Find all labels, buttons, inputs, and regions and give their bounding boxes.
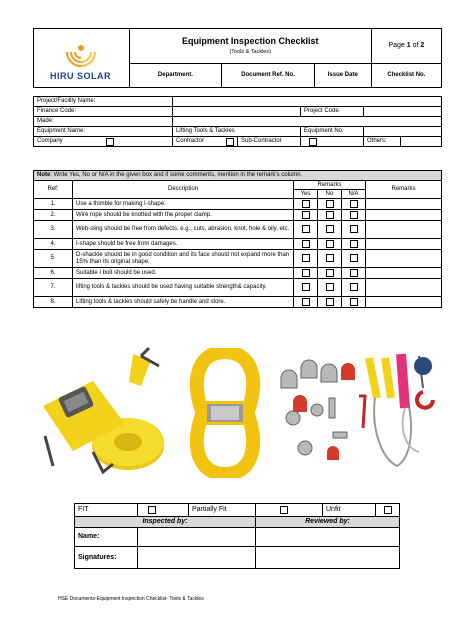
header-table	[33, 28, 442, 88]
item-na-checkbox[interactable]	[350, 269, 358, 277]
item-na-checkbox[interactable]	[350, 225, 358, 233]
item-no-checkbox[interactable]	[326, 200, 334, 208]
equipment-no-value[interactable]	[364, 127, 442, 137]
checklist-row	[34, 279, 442, 297]
subcontractor-checkbox[interactable]	[309, 138, 317, 146]
fit-checkbox[interactable]	[148, 506, 156, 514]
finance-code-value[interactable]	[173, 107, 301, 117]
partially-fit-label: Partially Fit	[189, 504, 256, 517]
subcontractor-option	[238, 137, 301, 147]
item-ref: 7.	[34, 279, 73, 297]
checklist-row	[34, 250, 442, 268]
contractor-option	[173, 137, 238, 147]
item-na-checkbox[interactable]	[350, 283, 358, 291]
item-description: Suitable I bolt should be used.	[73, 268, 294, 279]
note-row	[34, 171, 442, 181]
item-ref: 1.	[34, 199, 73, 210]
checklist-row	[34, 239, 442, 250]
reviewer-name-field[interactable]	[256, 528, 400, 547]
remarks-group-header: Remarks	[294, 181, 366, 190]
item-yes-cell	[294, 221, 318, 239]
item-description: I-shape should be free from damages.	[73, 239, 294, 250]
item-ref: 2.	[34, 210, 73, 221]
item-no-cell	[318, 239, 342, 250]
item-na-checkbox[interactable]	[350, 211, 358, 219]
company-checkbox[interactable]	[106, 138, 114, 146]
unfit-label: Unfit	[323, 504, 376, 517]
ref-header: Ref:	[34, 181, 73, 199]
item-no-cell	[318, 221, 342, 239]
checklist-no-header: Checklist No.	[371, 64, 441, 88]
item-description: Wire rope should be knotted with the proper clamp.	[73, 210, 294, 221]
item-na-checkbox[interactable]	[350, 240, 358, 248]
unfit-check-cell	[376, 504, 400, 517]
yes-header: Yes	[294, 190, 318, 199]
project-code-label: Project Code:	[301, 107, 364, 117]
item-remarks-field[interactable]	[366, 297, 442, 308]
item-remarks-field[interactable]	[366, 250, 442, 268]
unfit-checkbox[interactable]	[384, 506, 392, 514]
item-ref: 4.	[34, 239, 73, 250]
item-yes-checkbox[interactable]	[302, 211, 310, 219]
department-header: Department.	[129, 64, 222, 88]
item-na-cell	[342, 268, 366, 279]
item-na-cell	[342, 297, 366, 308]
item-yes-checkbox[interactable]	[302, 200, 310, 208]
item-remarks-field[interactable]	[366, 221, 442, 239]
made-label: Made:	[34, 117, 173, 127]
item-no-checkbox[interactable]	[326, 298, 334, 306]
item-yes-cell	[294, 279, 318, 297]
subcontractor-check-cell	[301, 137, 364, 147]
item-na-checkbox[interactable]	[350, 200, 358, 208]
signatures-label: Signatures:	[75, 547, 138, 569]
item-no-cell	[318, 279, 342, 297]
item-ref: 3.	[34, 221, 73, 239]
others-label: Others:	[364, 137, 401, 147]
partially-fit-checkbox[interactable]	[280, 506, 288, 514]
info-table	[33, 96, 442, 147]
item-no-checkbox[interactable]	[326, 240, 334, 248]
equipment-no-label: Equipment No.	[301, 127, 364, 137]
inspected-by-header: Inspected by:	[75, 517, 256, 528]
page-of: of	[410, 42, 421, 50]
checklist-row	[34, 199, 442, 210]
partially-fit-check-cell	[256, 504, 323, 517]
page-number-cell	[371, 29, 441, 64]
name-label: Name:	[75, 528, 138, 547]
item-remarks-field[interactable]	[366, 239, 442, 250]
page-number: 1	[406, 42, 411, 50]
made-value[interactable]	[173, 117, 442, 127]
project-facility-value[interactable]	[173, 97, 442, 107]
item-yes-cell	[294, 250, 318, 268]
na-header: N/A	[342, 190, 366, 199]
item-no-cell	[318, 210, 342, 221]
checklist-row	[34, 297, 442, 308]
company-logo	[34, 30, 127, 87]
logo-text: HIRU SOLAR	[50, 70, 111, 81]
item-yes-checkbox[interactable]	[302, 298, 310, 306]
inspector-name-field[interactable]	[138, 528, 256, 547]
others-value[interactable]	[401, 137, 442, 147]
checklist-row	[34, 210, 442, 221]
fit-check-cell	[138, 504, 189, 517]
remarks-header: Remarks	[366, 181, 442, 199]
item-na-cell	[342, 210, 366, 221]
item-yes-cell	[294, 268, 318, 279]
item-no-cell	[318, 297, 342, 308]
item-no-cell	[318, 268, 342, 279]
item-na-cell	[342, 199, 366, 210]
item-no-checkbox[interactable]	[326, 211, 334, 219]
item-description: lifting tools & tackles should be used having suitable strength& capacity.	[73, 279, 294, 297]
checklist-row	[34, 268, 442, 279]
reviewed-by-header: Reviewed by:	[256, 517, 400, 528]
item-no-checkbox[interactable]	[326, 254, 334, 262]
item-yes-checkbox[interactable]	[302, 254, 310, 262]
item-yes-cell	[294, 239, 318, 250]
checklist-body	[34, 199, 442, 308]
item-remarks-field[interactable]	[366, 279, 442, 297]
contractor-label: Contractor	[176, 138, 205, 145]
no-header: No	[318, 190, 342, 199]
footer-text: HSE Documents-Equipment Inspection Checklist- Tools & Tackles	[58, 596, 204, 602]
item-description: D-shackle should be in good condition and its face should not expand more than 15% than its original shape.	[73, 250, 294, 268]
issue-date-header: Issue Date	[314, 64, 371, 88]
signoff-table	[74, 503, 400, 569]
item-na-cell	[342, 239, 366, 250]
note-label: Note	[37, 172, 51, 179]
equipment-name-label: Equipment Name:	[34, 127, 173, 137]
item-description: Lifting tools & tackles should safely be handle and store.	[73, 297, 294, 308]
project-facility-label: Project/Facility Name:	[34, 97, 173, 107]
item-na-checkbox[interactable]	[350, 254, 358, 262]
item-na-cell	[342, 221, 366, 239]
item-na-cell	[342, 250, 366, 268]
item-na-checkbox[interactable]	[350, 298, 358, 306]
item-yes-checkbox[interactable]	[302, 283, 310, 291]
item-remarks-field[interactable]	[366, 199, 442, 210]
equipment-photos	[33, 342, 442, 482]
sun-logo-icon	[61, 36, 101, 70]
item-yes-checkbox[interactable]	[302, 269, 310, 277]
item-description: Web-sling should be free from defects, e.g., cuts, abrasion, knot, hole & oily, etc.	[73, 221, 294, 239]
item-remarks-field[interactable]	[366, 210, 442, 221]
inspector-signature-field[interactable]	[138, 547, 256, 569]
company-label: Company	[37, 138, 63, 145]
equipment-name-value: Lifting Tools & Tackles	[173, 127, 301, 137]
item-yes-checkbox[interactable]	[302, 225, 310, 233]
checklist-row	[34, 221, 442, 239]
fit-label: FIT	[75, 504, 138, 517]
company-option	[34, 137, 173, 147]
item-no-checkbox[interactable]	[326, 283, 334, 291]
page-total: 2	[420, 42, 425, 50]
ratchet-strap-image	[33, 346, 173, 482]
item-no-cell	[318, 199, 342, 210]
logo-cell	[34, 29, 130, 88]
item-yes-cell	[294, 199, 318, 210]
checklist-table	[33, 170, 442, 308]
note-text: : Write Yes, No or N/A in the given box and if some comments, mention in the remark’s column.	[50, 172, 303, 179]
item-no-cell	[318, 250, 342, 268]
item-ref: 5.	[34, 250, 73, 268]
item-description: Use a thimble for making I-shape.	[73, 199, 294, 210]
doc-ref-header: Document Ref. No.	[222, 64, 315, 88]
document-title: Equipment Inspection Checklist	[181, 35, 319, 46]
reviewer-signature-field[interactable]	[256, 547, 400, 569]
document-subtitle: (Tools & Tackles)	[229, 49, 271, 56]
description-header: Description	[73, 181, 294, 199]
project-code-value[interactable]	[364, 107, 442, 117]
item-ref: 6.	[34, 268, 73, 279]
finance-code-label: Finance Code:	[34, 107, 173, 117]
item-na-cell	[342, 279, 366, 297]
item-yes-cell	[294, 297, 318, 308]
coupling-link-image	[185, 348, 265, 478]
contractor-checkbox[interactable]	[226, 138, 234, 146]
shackles-slings-image	[273, 348, 441, 478]
item-yes-checkbox[interactable]	[302, 240, 310, 248]
subcontractor-label: Sub-Contractor	[241, 138, 282, 145]
page-label: Page	[388, 42, 407, 50]
item-no-checkbox[interactable]	[326, 225, 334, 233]
item-ref: 8.	[34, 297, 73, 308]
title-cell	[129, 29, 371, 64]
item-yes-cell	[294, 210, 318, 221]
item-no-checkbox[interactable]	[326, 269, 334, 277]
item-remarks-field[interactable]	[366, 268, 442, 279]
